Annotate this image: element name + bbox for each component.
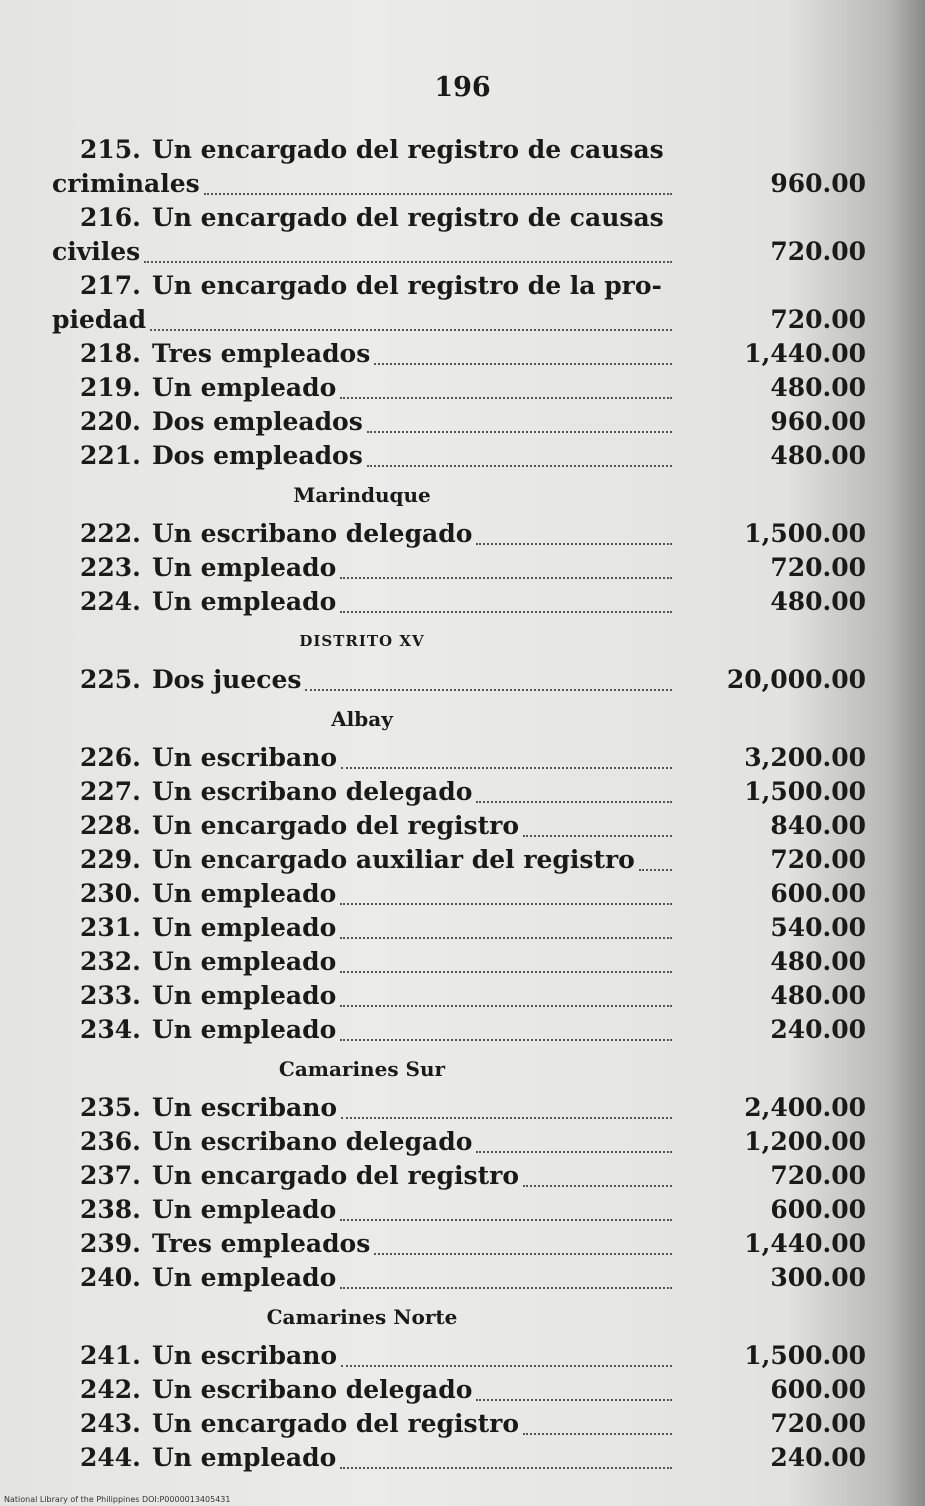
entry-row <box>52 877 872 911</box>
section-heading-marinduque: Marinduque <box>293 483 431 507</box>
entry-label: Un empleado <box>152 587 337 616</box>
entry-amount: 1,200.00 <box>744 1127 866 1156</box>
entry-label: Un escribano <box>152 743 338 772</box>
entry-label: Un escribano delegado <box>152 519 473 548</box>
entry-label: Un empleado <box>152 1443 337 1472</box>
entry-number: 224. <box>80 587 141 616</box>
leader-dots <box>150 327 672 331</box>
entries-albay <box>52 741 872 1047</box>
entry-amount: 720.00 <box>770 237 866 266</box>
entry-amount: 20,000.00 <box>726 665 866 694</box>
entry-row <box>52 843 872 877</box>
entry-label: Un encargado auxiliar del registro <box>152 845 635 874</box>
entry-amount: 600.00 <box>770 1195 866 1224</box>
entry-number: 239. <box>80 1229 141 1258</box>
leader-dots <box>341 765 672 769</box>
leader-dots <box>340 1285 672 1289</box>
entry-label: Un empleado <box>152 913 337 942</box>
entries-camarines-norte <box>52 1339 872 1475</box>
leader-dots <box>340 575 672 579</box>
entry-row <box>52 439 872 473</box>
entry-row <box>52 371 872 405</box>
entry-label: Un empleado <box>152 553 337 582</box>
section-heading-albay: Albay <box>331 707 393 731</box>
leader-dots <box>340 935 672 939</box>
entry-number: 227. <box>80 777 141 806</box>
page-number: 196 <box>434 72 491 103</box>
entry-label: Un empleado <box>152 1263 337 1292</box>
entry-row <box>52 337 872 371</box>
leader-dots <box>523 833 672 837</box>
entry-amount: 300.00 <box>770 1263 866 1292</box>
section-heading-camarines-sur: Camarines Sur <box>278 1057 446 1081</box>
entry-number: 244. <box>80 1443 141 1472</box>
entry-amount: 720.00 <box>770 1161 866 1190</box>
leader-dots <box>476 1149 672 1153</box>
entry-label: Un encargado del registro <box>152 1161 520 1190</box>
leader-dots <box>476 541 672 545</box>
leader-dots <box>367 429 672 433</box>
entry-row <box>52 809 872 843</box>
entry-row <box>52 405 872 439</box>
entry-label: Un encargado del registro de causas <box>152 135 664 164</box>
entry-amount: 240.00 <box>770 1015 866 1044</box>
entry-label: Un escribano <box>152 1341 338 1370</box>
entry-label: Tres empleados <box>152 1229 371 1258</box>
entry-number: 243. <box>80 1409 141 1438</box>
entry-number: 218. <box>80 339 141 368</box>
entry-amount: 480.00 <box>770 587 866 616</box>
entry-amount: 600.00 <box>770 879 866 908</box>
entry-number: 217. <box>80 271 141 300</box>
entry-row <box>52 1091 872 1125</box>
entry-label-continued: criminales <box>52 169 200 198</box>
entry-row <box>52 1373 872 1407</box>
leader-dots <box>341 1363 672 1367</box>
entry-amount: 1,440.00 <box>744 1229 866 1258</box>
leader-dots <box>639 867 672 871</box>
entry-label: Un empleado <box>152 1015 337 1044</box>
entry-row <box>52 1013 872 1047</box>
entry-label-continued: piedad <box>52 305 147 334</box>
entry-label: Un encargado del registro de la pro- <box>152 271 662 300</box>
entry-number: 234. <box>80 1015 141 1044</box>
entry-label: Un escribano <box>152 1093 338 1122</box>
entry-number: 241. <box>80 1341 141 1370</box>
leader-dots <box>523 1431 672 1435</box>
entry-row <box>52 585 872 619</box>
entry-line-1 <box>52 269 872 303</box>
entry-amount: 1,500.00 <box>744 519 866 548</box>
entry-row <box>52 1441 872 1475</box>
entry-number: 238. <box>80 1195 141 1224</box>
entry-amount: 2,400.00 <box>744 1093 866 1122</box>
leader-dots <box>340 1217 672 1221</box>
entry-number: 219. <box>80 373 141 402</box>
entry-row <box>52 1261 872 1295</box>
entry-number: 236. <box>80 1127 141 1156</box>
entry-label: Un empleado <box>152 373 337 402</box>
entry-row <box>52 1339 872 1373</box>
entry-row <box>52 911 872 945</box>
entries-camarines-sur <box>52 1091 872 1295</box>
entry-number: 221. <box>80 441 141 470</box>
entry-amount: 540.00 <box>770 913 866 942</box>
entry-number: 237. <box>80 1161 141 1190</box>
entry-amount: 1,440.00 <box>744 339 866 368</box>
entry-number: 232. <box>80 947 141 976</box>
entry-number: 215. <box>80 135 141 164</box>
leader-dots <box>204 191 672 195</box>
entry-row <box>52 517 872 551</box>
entry-row <box>52 945 872 979</box>
entry-label: Tres empleados <box>152 339 371 368</box>
leader-dots <box>476 1397 672 1401</box>
leader-dots <box>374 361 672 365</box>
entry-label: Un empleado <box>152 1195 337 1224</box>
entries-employees <box>52 337 872 473</box>
entry-amount: 1,500.00 <box>744 777 866 806</box>
leader-dots <box>523 1183 672 1187</box>
entry-amount: 1,500.00 <box>744 1341 866 1370</box>
leader-dots <box>340 395 672 399</box>
entry-number: 229. <box>80 845 141 874</box>
entry-number: 233. <box>80 981 141 1010</box>
entry-amount: 480.00 <box>770 981 866 1010</box>
entry-row <box>52 1227 872 1261</box>
entry-label: Dos empleados <box>152 407 363 436</box>
leader-dots <box>367 463 672 467</box>
entry-amount: 480.00 <box>770 441 866 470</box>
entry-label: Un encargado del registro <box>152 811 520 840</box>
entry-label: Un encargado del registro <box>152 1409 520 1438</box>
entry-line-1 <box>52 133 872 167</box>
entry-amount: 3,200.00 <box>744 743 866 772</box>
entry-label: Dos jueces <box>152 665 302 694</box>
entries-marinduque <box>52 517 872 619</box>
entry-label: Un encargado del registro de causas <box>152 203 664 232</box>
entry-amount: 840.00 <box>770 811 866 840</box>
entry-row <box>52 979 872 1013</box>
entry-number: 225. <box>80 665 141 694</box>
entry-label: Un empleado <box>152 879 337 908</box>
leader-dots <box>340 969 672 973</box>
entry-number: 240. <box>80 1263 141 1292</box>
entry-label: Un empleado <box>152 981 337 1010</box>
entry-amount: 720.00 <box>770 553 866 582</box>
entry-amount: 480.00 <box>770 947 866 976</box>
entry-number: 226. <box>80 743 141 772</box>
leader-dots <box>374 1251 672 1255</box>
entry-number: 231. <box>80 913 141 942</box>
entry-row <box>52 741 872 775</box>
section-heading-distrito: DISTRITO XV <box>299 632 425 650</box>
entry-row <box>52 1159 872 1193</box>
ledger <box>52 133 872 1475</box>
entry-amount: 720.00 <box>770 845 866 874</box>
section-heading-camarines-norte: Camarines Norte <box>266 1305 458 1329</box>
entry-row <box>52 1125 872 1159</box>
entry-amount: 480.00 <box>770 373 866 402</box>
entry-amount: 600.00 <box>770 1375 866 1404</box>
leader-dots <box>341 1115 672 1119</box>
entry-amount: 720.00 <box>770 305 866 334</box>
leader-dots <box>340 901 672 905</box>
entry-label: Dos empleados <box>152 441 363 470</box>
leader-dots <box>340 609 672 613</box>
footer-credit: National Library of the Philippines DOI:P0000013405431 <box>4 1495 231 1504</box>
entry-label: Un empleado <box>152 947 337 976</box>
entry-amount: 960.00 <box>770 407 866 436</box>
entry-label: Un escribano delegado <box>152 777 473 806</box>
leader-dots <box>144 259 672 263</box>
entry-number: 235. <box>80 1093 141 1122</box>
entry-row <box>52 775 872 809</box>
entry-row <box>52 663 872 697</box>
entry-amount: 720.00 <box>770 1409 866 1438</box>
entry-amount: 960.00 <box>770 169 866 198</box>
entry-row <box>52 1193 872 1227</box>
leader-dots <box>476 799 672 803</box>
leader-dots <box>340 1037 672 1041</box>
entry-number: 216. <box>80 203 141 232</box>
entry-number: 242. <box>80 1375 141 1404</box>
entry-label: Un escribano delegado <box>152 1127 473 1156</box>
entry-line-1 <box>52 201 872 235</box>
leader-dots <box>340 1003 672 1007</box>
entries-distrito <box>52 663 872 697</box>
entries-two-line <box>52 133 872 337</box>
entry-label: Un escribano delegado <box>152 1375 473 1404</box>
leader-dots <box>340 1465 672 1469</box>
entry-line-2 <box>52 303 872 337</box>
entry-label-continued: civiles <box>52 237 141 266</box>
entry-number: 230. <box>80 879 141 908</box>
leader-dots <box>305 687 672 691</box>
entry-row <box>52 551 872 585</box>
entry-row <box>52 1407 872 1441</box>
entry-amount: 240.00 <box>770 1443 866 1472</box>
entry-number: 228. <box>80 811 141 840</box>
entry-number: 220. <box>80 407 141 436</box>
entry-line-2 <box>52 235 872 269</box>
entry-number: 223. <box>80 553 141 582</box>
entry-number: 222. <box>80 519 141 548</box>
entry-line-2 <box>52 167 872 201</box>
